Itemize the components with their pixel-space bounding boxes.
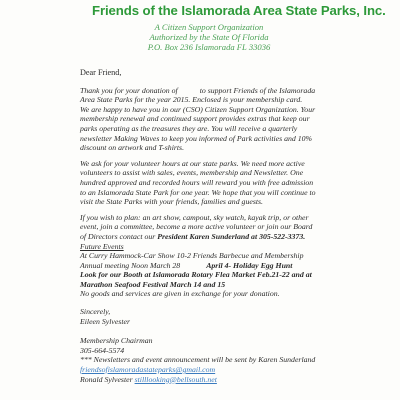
p2-line: hundred approved and recorded hours will reward you with free admission [80, 177, 314, 187]
p1-line: parks operating as the treasures they are. You will receive a quarterly [80, 123, 298, 133]
egg-hunt-event: April 4- Holiday Egg Hunt [206, 260, 293, 270]
organization-name: Friends of the Islamorada Area State Parks, Inc. [92, 3, 386, 18]
header-address: P.O. Box 236 Islamorada FL 33036 [147, 42, 271, 52]
p3-line: event, join a committee, become a more active volunteer or join our Board [80, 222, 313, 232]
p1-line: membership renewal and continued support provides extras that keep our [80, 114, 310, 124]
seafood-festival-event: Marathon Seafood Festival March 14 and 15 [80, 279, 226, 289]
p1-line: Thank you for your donation of [80, 85, 178, 95]
closing-block [80, 307, 392, 326]
paragraph-events [80, 213, 392, 299]
newsletter-note: *** Newsletters and event announcement will be sent by Karen Sunderland [80, 355, 316, 365]
signer-name: Eileen Sylvester [80, 316, 131, 326]
ronald-label: Ronald Sylvester [80, 374, 133, 384]
p2-line: to an Islamorada State Park for one year. We hope that you will continue to [80, 187, 316, 197]
signer-phone: 305-664-5574 [80, 345, 125, 355]
p2-line: volunteers to assist with sales, events, membership and Newsletter. One [80, 168, 304, 178]
salutation: Dear Friend, [80, 68, 122, 77]
p2-line: We ask for your volunteer hours at our state parks. We need more active [80, 158, 305, 168]
p1-line: discount on artwork and T-shirts. [80, 143, 185, 153]
email-link[interactable]: friendsofislamoradastateparks@gmail.com [80, 365, 216, 375]
p3-line: If you wish to plan: an art show, campout, sky watch, kayak trip, or other [80, 212, 309, 222]
donation-disclaimer: No goods and services are given in exchange for your donation. [80, 289, 280, 299]
header-authorization: Authorized by the State Of Florida [149, 32, 269, 42]
event-line: At Curry Hammock-Car Show 10-2 Friends Barbecue and Membership [80, 251, 304, 261]
paragraph-volunteer [80, 159, 392, 207]
flea-market-event: Look for our Booth at Islamorada Rotary Flea Market Feb.21-22 and at [80, 270, 312, 280]
p1-line: newsletter Making Waves to keep you informed of Park activities and 10% [80, 133, 313, 143]
email-link-ronald[interactable]: stilllooking@bellsouth.net [134, 374, 217, 384]
p2-line: visit the State Parks with your friends, families and guests. [80, 197, 263, 207]
paragraph-thank-you [80, 86, 392, 153]
signature-details [80, 336, 392, 384]
p3-line: of Directors contact our [80, 231, 156, 241]
event-line: Annual meeting Noon March 28 [80, 260, 181, 270]
closing: Sincerely, [80, 307, 111, 317]
p1-line: to support Friends of the Islamorada [199, 85, 316, 95]
letter-body [80, 68, 392, 390]
signer-title: Membership Chairman [80, 336, 153, 346]
p1-line: We are happy to have you in our (CSO) Citizen Support Organization. Your [80, 104, 316, 114]
header-subtitle: A Citizen Support Organization [154, 22, 264, 32]
future-events-heading: Future Events [80, 241, 124, 251]
president-contact: President Karen Sunderland at 305-522-3373. [157, 231, 306, 241]
p1-line: Area State Parks for the year 2015. Enclosed is your membership card. [80, 95, 303, 105]
